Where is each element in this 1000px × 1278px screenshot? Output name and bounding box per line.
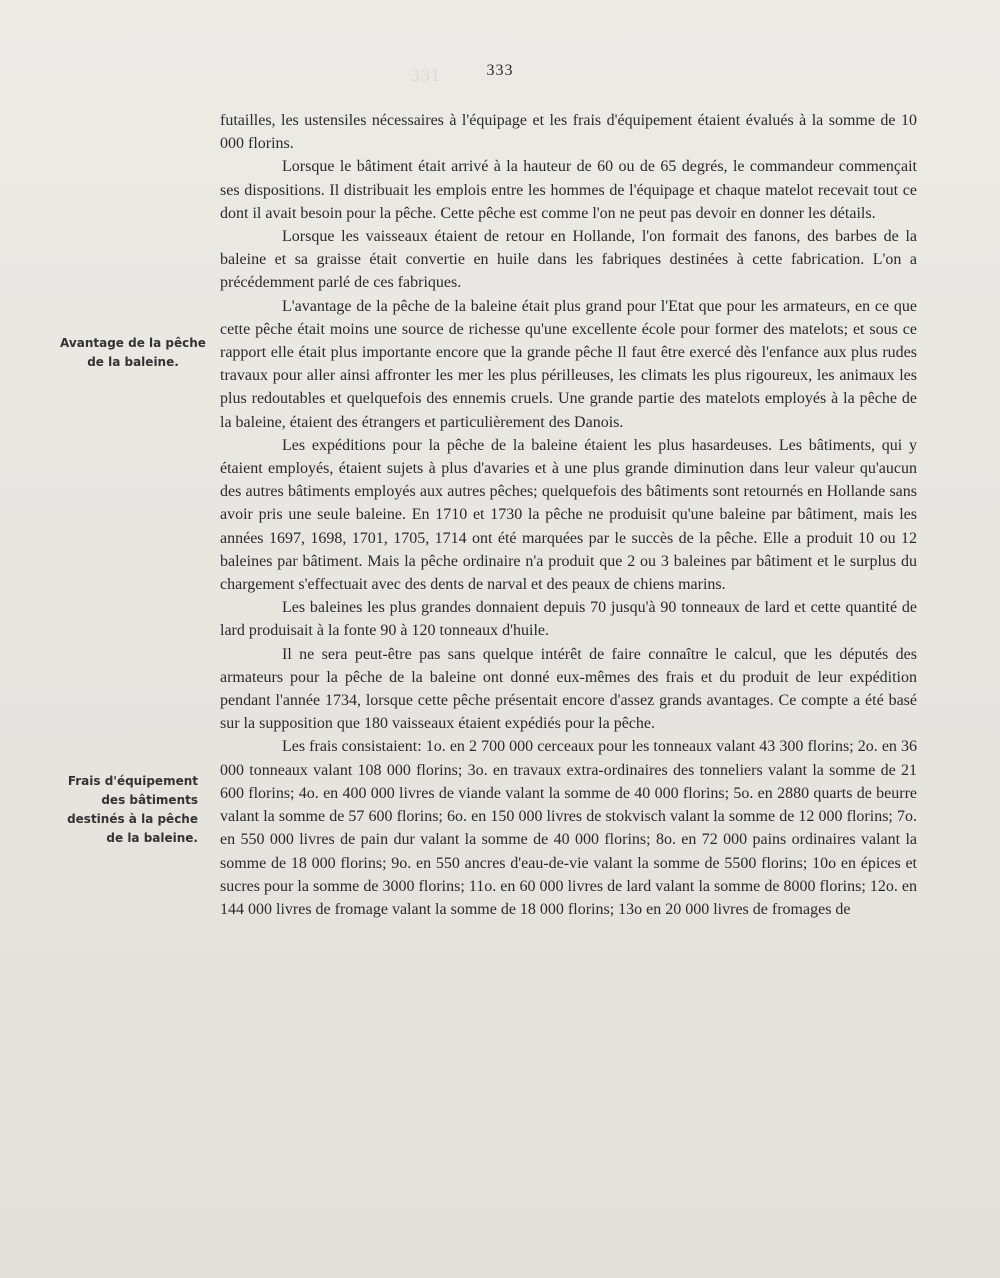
sidenote-avantage: Avantage de la pêche de la baleine. bbox=[60, 336, 206, 369]
paragraph: Les baleines les plus grandes donnaient depuis 70 jusqu'à 90 tonneaux de lard et cette quantité de lard produisait à la fonte 90 à 120 tonneaux d'huile. bbox=[220, 599, 917, 640]
paragraph: Lorsque les vaisseaux étaient de retour en Hollande, l'on formait des fanons, des barbes de la baleine et sa graisse était convertie en huile dans les fabriques destinées à cette fabrication. L'on a précédemment parlé de ces fabriques. bbox=[220, 228, 917, 292]
paragraph: Les expéditions pour la pêche de la baleine étaient les plus hasardeuses. Les bâtiments, qui y étaient employés, étaient sujets à plus d'avaries et à une plus grande diminution dans leur valeur qu'aucun des autres bâtiments employés aux autres pêches; quelquefois des bâtiments sont retournés en Hollande sans avoir pris une seule baleine. En 1710 et 1730 la pêche ne produisit qu'une baleine par bâtiment, mais les années 1697, 1698, 1701, 1705, 1714 ont été marquées par le succès de la pêche. Elle a produit 10 ou 12 baleines par bâtiment. Mais la pêche ordinaire n'a produit que 2 ou 3 baleines par bâtiment et le surplus du chargement s'effectuait avec des dents de narval et des peaux de chiens marins. bbox=[220, 436, 917, 594]
sidenote-frais: Frais d'équipement des bâtiments destinés à la pêche de la baleine. bbox=[67, 774, 198, 845]
paragraph: Lorsque le bâtiment était arrivé à la hauteur de 60 ou de 65 degrés, le commandeur commençait ses dispositions. Il distribuait les emplois entre les hommes de l'équipage et chaque matelot recevait tout ce dont il avait besoin pour la pêche. Cette pêche est comme l'on ne peut pas devoir en donner les détails. bbox=[220, 158, 917, 222]
main-text bbox=[220, 109, 917, 921]
paragraph: futailles, les ustensiles nécessaires à l'équipage et les frais d'équipement étaient évalués à la somme de 10 000 florins. bbox=[220, 112, 917, 153]
paragraph: Il ne sera peut-être pas sans quelque intérêt de faire connaître le calcul, que les députés des armateurs pour la pêche de la baleine ont donné eux-mêmes des frais et du produit de leur expédition pendant l'année 1734, lorsque cette pêche présentait encore d'assez grands avantages. Ce compte a été basé sur la supposition que 180 vaisseaux étaient expédiés pour la pêche. bbox=[220, 645, 917, 733]
paragraph: L'avantage de la pêche de la baleine était plus grand pour l'Etat que pour les armateurs, en ce que cette pêche était moins une source de richesse qu'une excellente école pour former des matelots; et sous ce rapport elle était plus importante encore que la grande pêche Il faut être exercé dès l'enfance aux plus rudes travaux pour aller ainsi affronter les mer les plus périlleuses, les climats les plus rigoureux, les animaux les plus redoutables et quelquefois des ennemis cruels. Une grande partie des matelots employés à la pêche de la baleine, étaient des étrangers et particulièrement des Danois. bbox=[220, 297, 917, 431]
paragraph: Les frais consistaient: 1o. en 2 700 000 cerceaux pour les tonneaux valant 43 300 florins; 2o. en 36 000 tonneaux valant 108 000 florins; 3o. en travaux extra-ordinaires des tonneliers valant la somme de 21 600 florins; 4o. en 400 000 livres de viande valant la somme de 40 000 florins; 5o. en 2880 quarts de beurre valant la somme de 57 600 florins; 6o. en 150 000 livres de stokvisch valant la somme de 12 000 florins; 7o. en 550 000 livres de pain dur valant la somme de 40 000 florins; 8o. en 72 000 pains ordinaires valant la somme de 18 000 florins; 9o. en 550 ancres d'eau-de-vie valant la somme de 5500 florins; 10o en épices et sucres pour la somme de 3000 florins; 11o. en 60 000 livres de lard valant la somme de 8000 florins; 12o. en 144 000 livres de fromage valant la somme de 18 000 florins; 13o en 20 000 livres de fromages de bbox=[220, 738, 917, 918]
page-number: 333 bbox=[486, 62, 514, 79]
show-through-mark: 331 bbox=[410, 66, 441, 85]
